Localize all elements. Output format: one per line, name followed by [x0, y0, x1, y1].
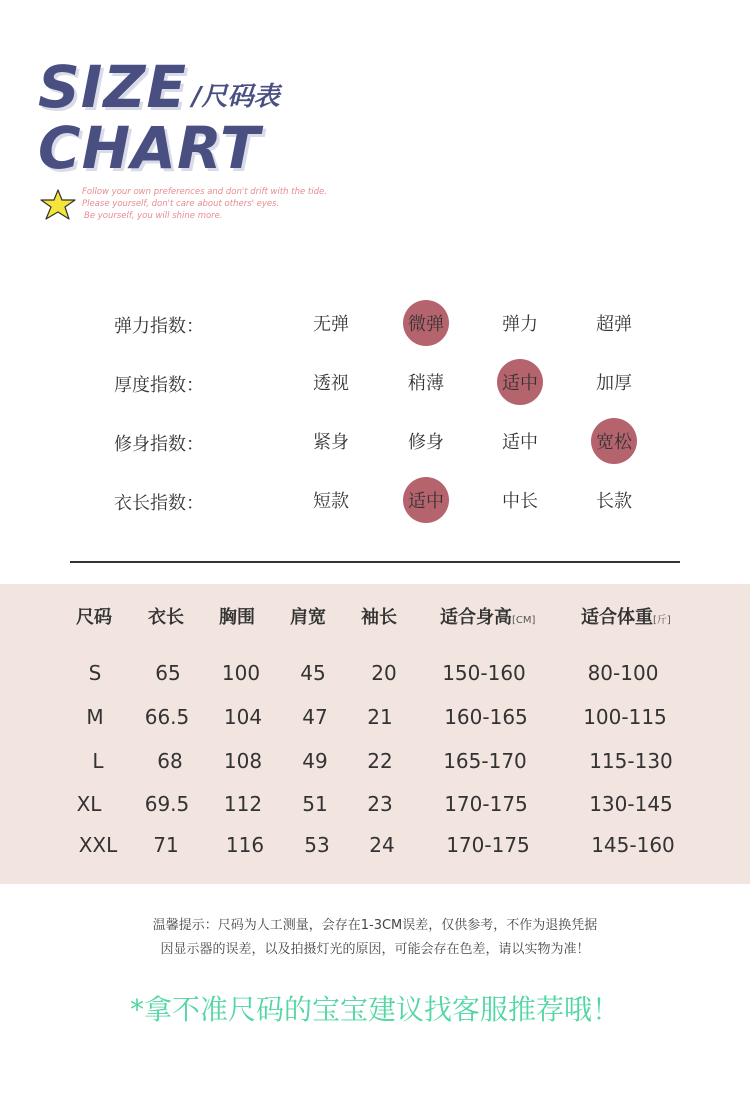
- notice-line: 温馨提示：尺码为人工测量，会存在1-3CM误差，仅供参考，不作为退换凭据: [152, 918, 598, 933]
- index-label: 衣长指数：: [114, 493, 204, 514]
- index-option: 无弹: [313, 314, 349, 335]
- index-option-selected: 适中: [497, 359, 543, 405]
- index-option: 加厚: [596, 373, 632, 394]
- table-cell: 53: [304, 833, 330, 857]
- table-cell: 145-160: [591, 833, 675, 857]
- table-cell: 100-115: [583, 705, 667, 729]
- table-cell: 21: [367, 705, 393, 729]
- table-cell: 150-160: [442, 661, 526, 685]
- motto-line: Be yourself, you will shine more.: [84, 211, 223, 221]
- index-option: 稍薄: [408, 373, 444, 394]
- header-shoulder: 肩宽: [290, 607, 326, 628]
- subtitle: /尺码表: [192, 82, 280, 112]
- index-option: 中长: [502, 491, 538, 512]
- header-weight-unit: [斤]: [653, 615, 671, 626]
- table-cell: 170-175: [444, 792, 528, 816]
- index-option: 紧身: [313, 432, 349, 453]
- table-cell: 71: [153, 833, 179, 857]
- table-cell: 160-165: [444, 705, 528, 729]
- motto-line: Please yourself, don't care about others' eyes.: [82, 199, 280, 209]
- index-option: 弹力: [502, 314, 538, 335]
- table-cell: 66.5: [144, 705, 190, 729]
- index-label: 修身指数：: [114, 434, 204, 455]
- notice-line: 因显示器的误差，以及拍摄灯光的原因，可能会存在色差，请以实物为准！: [160, 942, 590, 957]
- index-option: 长款: [596, 491, 632, 512]
- table-cell: 51: [302, 792, 328, 816]
- table-cell: 170-175: [446, 833, 530, 857]
- customer-service-tip: *拿不准尺码的宝宝建议找客服推荐哦！: [129, 993, 620, 1026]
- header-height: 适合身高[CM]: [440, 607, 536, 628]
- table-cell: 47: [302, 705, 328, 729]
- index-option: 修身: [408, 432, 444, 453]
- table-cell: S: [88, 661, 102, 685]
- header-chest: 胸围: [219, 607, 255, 628]
- motto: [82, 186, 327, 222]
- header-size: 尺码: [76, 607, 112, 628]
- table-cell: 22: [367, 749, 393, 773]
- table-cell: 23: [367, 792, 393, 816]
- table-cell: 108: [223, 749, 263, 773]
- header-height-unit: [CM]: [512, 615, 536, 626]
- table-cell: 20: [371, 661, 397, 685]
- table-cell: 69.5: [144, 792, 190, 816]
- table-cell: 65: [155, 661, 181, 685]
- index-option: 适中: [502, 432, 538, 453]
- table-cell: XXL: [78, 833, 118, 857]
- index-option-selected: 适中: [403, 477, 449, 523]
- table-cell: XL: [76, 792, 102, 816]
- table-cell: 130-145: [589, 792, 673, 816]
- index-option: 透视: [313, 373, 349, 394]
- header-sleeve: 袖长: [361, 607, 397, 628]
- motto-line: Follow your own preferences and don't drift with the tide.: [82, 187, 327, 197]
- index-option-selected: 微弹: [403, 300, 449, 346]
- index-option: 短款: [313, 491, 349, 512]
- index-label: 厚度指数：: [114, 375, 204, 396]
- title-chart: CHART: [38, 114, 261, 182]
- index-label: 弹力指数：: [114, 316, 204, 337]
- index-option-selected: 宽松: [591, 418, 637, 464]
- divider: [70, 561, 680, 563]
- table-cell: 116: [225, 833, 265, 857]
- table-cell: 115-130: [589, 749, 673, 773]
- table-cell: 80-100: [587, 661, 659, 685]
- table-cell: M: [86, 705, 104, 729]
- table-cell: 68: [157, 749, 183, 773]
- title-size: SIZE: [38, 53, 188, 121]
- table-cell: 112: [223, 792, 263, 816]
- table-cell: 45: [300, 661, 326, 685]
- table-cell: 100: [221, 661, 261, 685]
- header-weight: 适合体重[斤]: [581, 607, 671, 628]
- table-cell: 49: [302, 749, 328, 773]
- table-cell: 104: [223, 705, 263, 729]
- index-option: 超弹: [596, 314, 632, 335]
- header-length: 衣长: [148, 607, 184, 628]
- table-cell: 24: [369, 833, 395, 857]
- star-icon: [38, 188, 78, 222]
- table-cell: L: [92, 749, 104, 773]
- table-cell: 165-170: [443, 749, 527, 773]
